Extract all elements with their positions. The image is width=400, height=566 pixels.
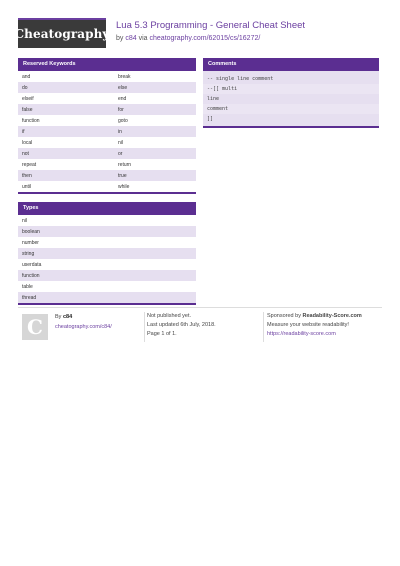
keyword-cell: do <box>22 84 28 91</box>
comments-heading: Comments <box>203 58 379 71</box>
table-row <box>18 137 196 148</box>
footer <box>18 307 382 343</box>
keyword-cell: local <box>22 139 33 146</box>
table-row <box>18 71 196 82</box>
table-row <box>18 292 196 303</box>
published-status: Not published yet. <box>147 313 192 319</box>
keyword-cell: end <box>118 95 127 102</box>
footer-author-name[interactable]: c84 <box>62 314 73 320</box>
keyword-cell: true <box>118 172 127 179</box>
by-label: By <box>55 314 62 320</box>
cheatography-logo[interactable]: Cheatography <box>18 18 106 48</box>
code-line: --[[ multi <box>203 84 379 94</box>
sponsor-name[interactable]: Readability-Score.com <box>302 313 362 319</box>
footer-sponsor <box>263 312 362 342</box>
keyword-cell: repeat <box>22 161 37 168</box>
type-cell: table <box>22 283 33 290</box>
code-line: line <box>207 96 220 102</box>
reserved-keywords-heading: Reserved Keywords <box>18 58 196 71</box>
keyword-cell: if <box>22 128 25 135</box>
comments-box <box>203 58 379 128</box>
type-cell: userdata <box>22 261 42 268</box>
box-bottom-rule <box>18 303 196 305</box>
type-cell: number <box>22 239 39 246</box>
type-cell: string <box>22 250 35 257</box>
keyword-cell: in <box>118 128 122 135</box>
author-avatar[interactable]: C <box>22 314 48 340</box>
keyword-cell: function <box>22 117 40 124</box>
byline <box>116 34 305 44</box>
types-heading: Types <box>18 202 196 215</box>
byline-by: by <box>116 35 124 42</box>
keyword-cell: goto <box>118 117 128 124</box>
table-row <box>18 115 196 126</box>
sponsor-tagline: Measure your website readability! <box>267 322 349 328</box>
keyword-cell: until <box>22 183 32 190</box>
sponsored-prefix: Sponsored by <box>267 313 301 319</box>
table-row <box>18 148 196 159</box>
footer-meta <box>144 312 216 342</box>
types-table <box>18 215 196 303</box>
box-bottom-rule <box>18 192 196 194</box>
comments-code-block <box>203 71 379 126</box>
type-cell: nil <box>22 217 28 224</box>
keyword-cell: break <box>118 73 131 80</box>
keyword-cell: or <box>118 150 123 157</box>
keyword-cell: and <box>22 73 31 80</box>
type-cell: thread <box>22 294 37 301</box>
table-row <box>18 270 196 281</box>
reserved-keywords-table <box>18 71 196 192</box>
footer-author <box>55 312 112 332</box>
keyword-cell: for <box>118 106 124 113</box>
table-row <box>18 104 196 115</box>
keyword-cell: then <box>22 172 32 179</box>
table-row <box>18 93 196 104</box>
type-cell: function <box>22 272 40 279</box>
type-cell: boolean <box>22 228 40 235</box>
sheet-url-link[interactable]: cheatography.com/62015/cs/16272/ <box>149 35 261 42</box>
left-column <box>18 58 196 313</box>
table-row <box>18 281 196 292</box>
code-line: comment <box>203 104 379 114</box>
table-row <box>18 126 196 137</box>
right-column <box>203 58 379 136</box>
title-block <box>116 20 305 44</box>
page-title: Lua 5.3 Programming - General Cheat Sheet <box>116 20 306 31</box>
keyword-cell: nil <box>118 139 124 146</box>
author-link[interactable]: c84 <box>125 35 137 42</box>
table-row <box>18 82 196 93</box>
byline-via: via <box>138 35 148 42</box>
keyword-cell: not <box>22 150 29 157</box>
table-row <box>18 215 196 226</box>
types-box <box>18 202 196 305</box>
keyword-cell: false <box>22 106 33 113</box>
box-bottom-rule <box>203 126 379 128</box>
table-row <box>18 226 196 237</box>
code-line: -- single line comment <box>207 76 274 82</box>
code-line: ]] <box>207 116 214 122</box>
table-row <box>18 181 196 192</box>
table-row <box>18 237 196 248</box>
page-number: Page 1 of 1. <box>147 331 177 337</box>
author-profile-link[interactable]: cheatography.com/c84/ <box>55 324 112 330</box>
keyword-cell: else <box>118 84 128 91</box>
keyword-cell: while <box>118 183 130 190</box>
table-row <box>18 170 196 181</box>
table-row <box>18 259 196 270</box>
sponsor-link[interactable]: https://readability-score.com <box>267 331 336 337</box>
keyword-cell: elseif <box>22 95 34 102</box>
keyword-cell: return <box>118 161 132 168</box>
table-row <box>18 248 196 259</box>
table-row <box>18 159 196 170</box>
last-updated: Last updated 6th July, 2018. <box>147 322 216 328</box>
reserved-keywords-box <box>18 58 196 194</box>
header <box>14 18 382 48</box>
